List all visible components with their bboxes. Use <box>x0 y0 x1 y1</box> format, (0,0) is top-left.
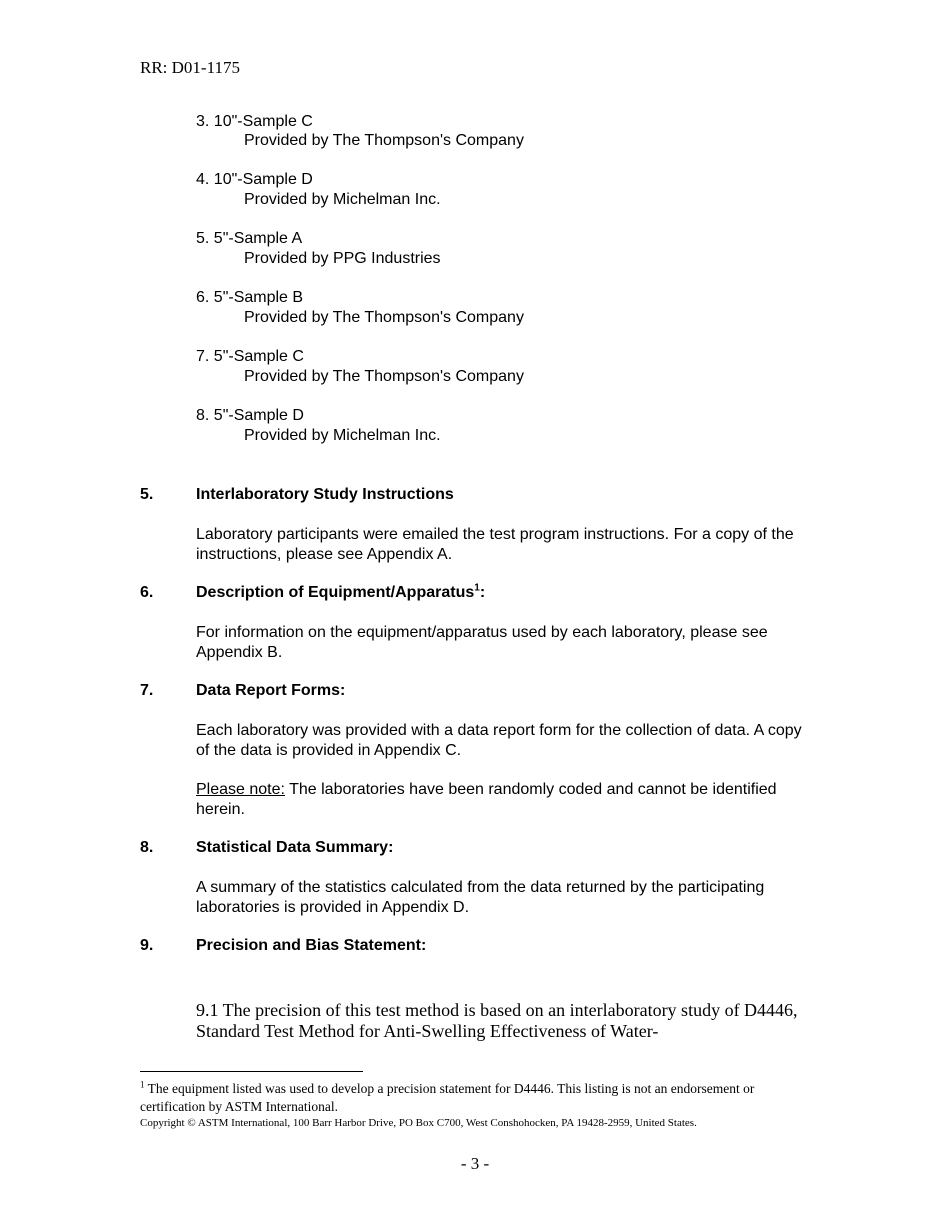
footnote-divider <box>140 1071 363 1072</box>
copyright-notice: Copyright © ASTM International, 100 Barr Harbor Drive, PO Box C700, West Conshohocken, PA 19428-2959, United States. <box>140 1117 697 1129</box>
sample-item-label: 4. 10"-Sample D <box>196 171 313 188</box>
sample-item-label: 5. 5"-Sample A <box>196 230 303 247</box>
section-heading-suffix: : <box>479 584 486 601</box>
sample-item-label: 6. 5"-Sample B <box>196 289 304 306</box>
section-number: 8. <box>140 839 154 856</box>
footnote-reference: 1 <box>474 582 480 594</box>
note-paragraph <box>196 780 816 820</box>
note-label: Please note: <box>196 781 285 798</box>
sample-item-provider: Provided by Michelman Inc. <box>244 427 441 444</box>
sample-item-provider: Provided by The Thompson's Company <box>244 309 524 326</box>
sample-item-provider: Provided by The Thompson's Company <box>244 132 524 149</box>
section-heading: Data Report Forms: <box>196 682 346 699</box>
sample-item-label: 3. 10"-Sample C <box>196 113 313 130</box>
footnote-text: The equipment listed was used to develop a precision statement for D4446. This listing is not an endorsement or certification by ASTM International. <box>140 1081 755 1114</box>
report-reference: RR: D01-1175 <box>140 58 240 77</box>
section-heading <box>196 584 485 602</box>
note-text: The laboratories have been randomly coded and cannot be identified herein. <box>196 781 777 818</box>
section-number: 7. <box>140 682 154 699</box>
sample-item-provider: Provided by PPG Industries <box>244 250 441 267</box>
section-number: 9. <box>140 937 154 954</box>
footnote-marker: 1 <box>140 1079 145 1090</box>
page-number: - 3 - <box>460 1154 490 1173</box>
sample-item-label: 8. 5"-Sample D <box>196 407 304 424</box>
section-heading: Precision and Bias Statement: <box>196 937 427 954</box>
section-heading-text: Description of Equipment/Apparatus <box>196 584 475 601</box>
section-heading: Interlaboratory Study Instructions <box>196 486 454 503</box>
footnote <box>140 1080 820 1116</box>
section-paragraph: Each laboratory was provided with a data report form for the collection of data. A copy of the data is provided in Appendix C. <box>196 722 802 759</box>
section-number: 6. <box>140 584 154 601</box>
section-heading: Statistical Data Summary: <box>196 839 394 856</box>
section-number: 5. <box>140 486 154 503</box>
precision-statement-paragraph: 9.1 The precision of this test method is based on an interlaboratory study of D4446, Standard Test Method for Anti-Swelling Effectiveness of Water- <box>196 1000 798 1041</box>
sample-item-label: 7. 5"-Sample C <box>196 348 304 365</box>
section-paragraph: Laboratory participants were emailed the test program instructions. For a copy of the instructions, please see Appendix A. <box>196 526 794 563</box>
section-paragraph: A summary of the statistics calculated from the data returned by the participating laboratories is provided in Appendix D. <box>196 879 765 916</box>
sample-item-provider: Provided by The Thompson's Company <box>244 368 524 385</box>
sample-item-provider: Provided by Michelman Inc. <box>244 191 441 208</box>
section-paragraph: For information on the equipment/apparatus used by each laboratory, please see Appendix B. <box>196 624 768 661</box>
